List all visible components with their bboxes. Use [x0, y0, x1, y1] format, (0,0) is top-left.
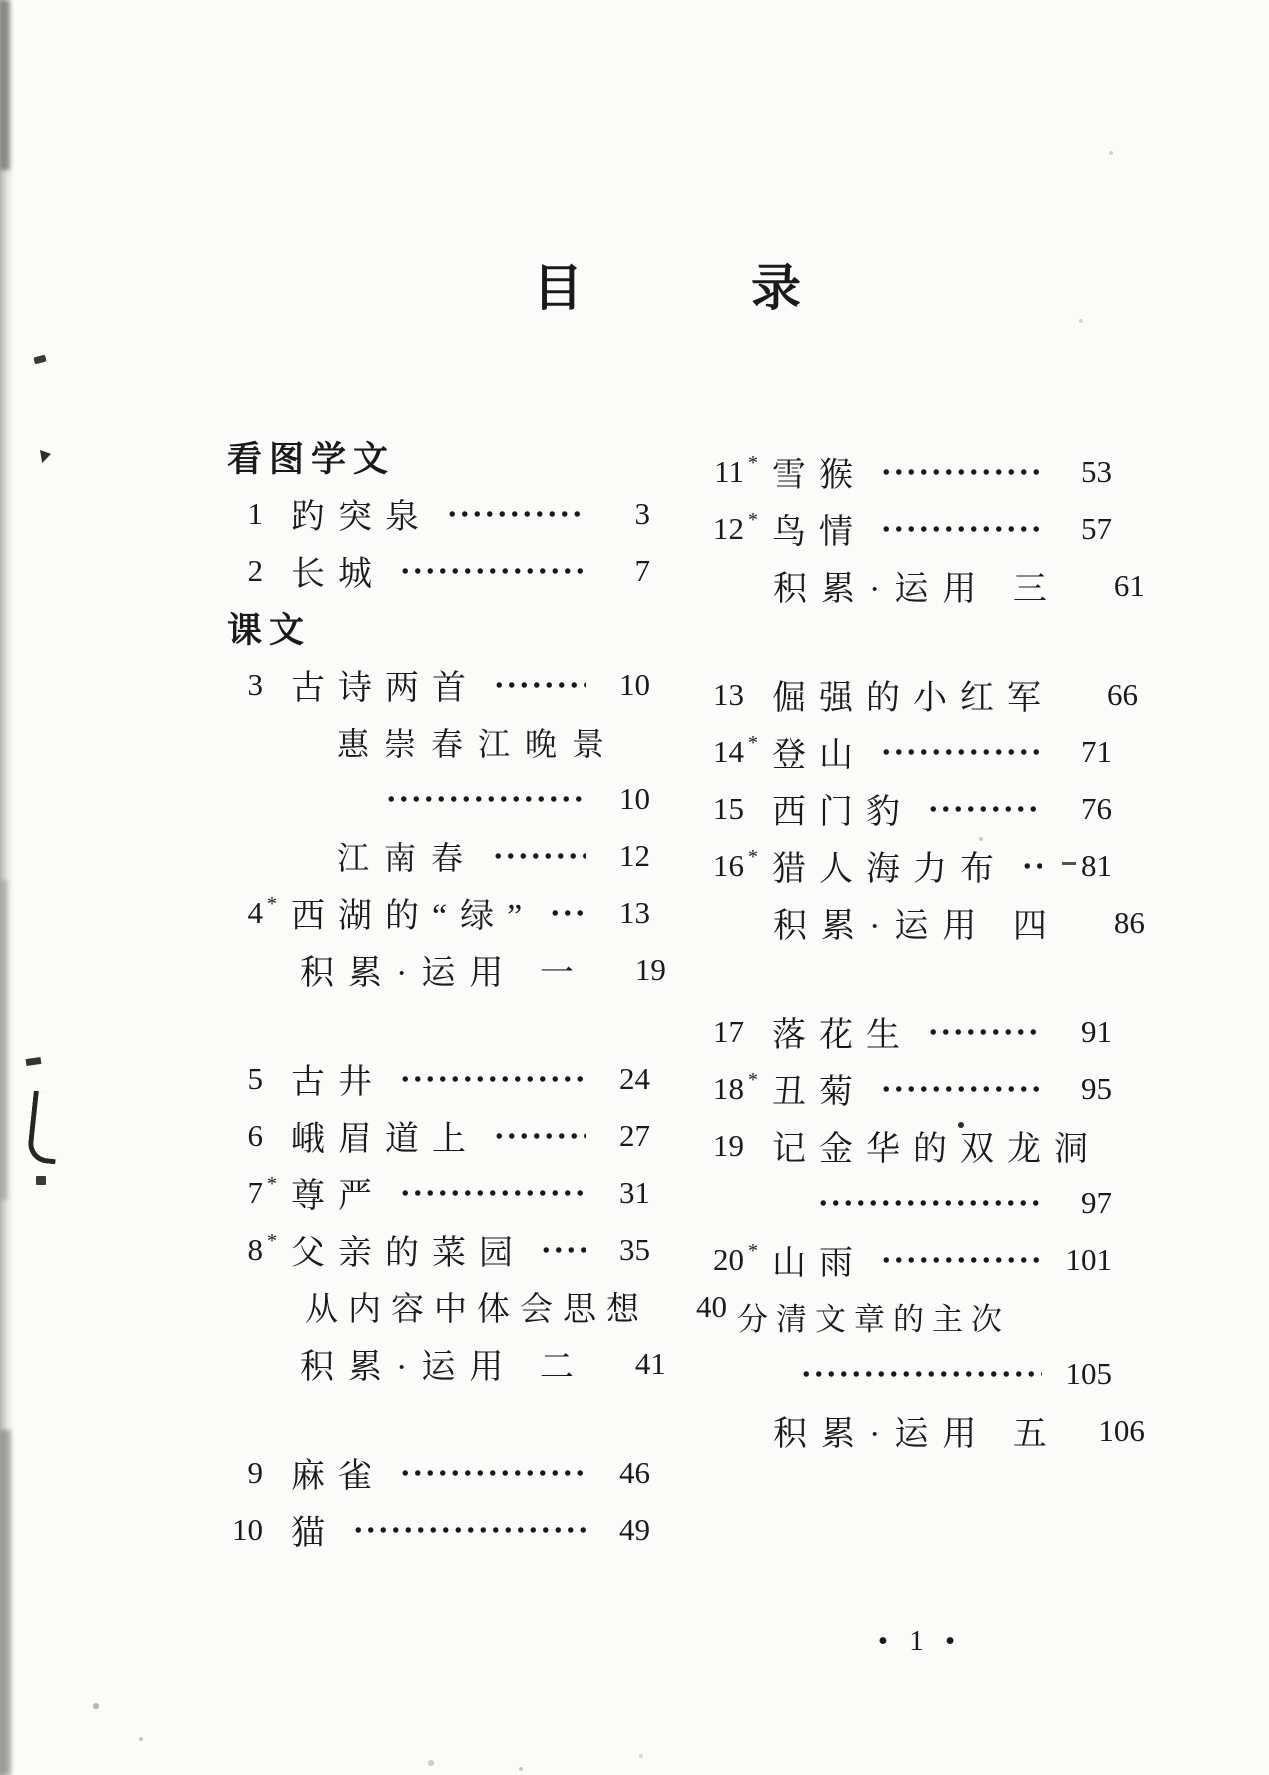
- toc-subentry: [227, 713, 650, 770]
- toc-continuation: [700, 1174, 1112, 1231]
- entry-number: 1: [247, 495, 263, 531]
- dot-leader: [800, 1368, 1042, 1380]
- toc-entry: [227, 1221, 650, 1278]
- page-number: 10: [619, 666, 650, 702]
- subentry-title: 从内容中体会思想: [305, 1292, 649, 1328]
- page-number: 97: [1081, 1184, 1112, 1220]
- dot-leader: [385, 793, 586, 805]
- entry-number: 8: [247, 1231, 263, 1267]
- page-number: 49: [619, 1511, 650, 1547]
- entry-title: 猫: [291, 1515, 338, 1552]
- scan-speckles: [0, 0, 2, 2]
- dot-leader: [880, 746, 1042, 758]
- page-number: 86: [1113, 904, 1145, 940]
- page-number: 24: [619, 1060, 650, 1096]
- entry-title: 西门豹: [772, 794, 913, 831]
- toc-subentry: [227, 1278, 727, 1335]
- entry-number: 3: [247, 666, 263, 702]
- dot-leader: [399, 1073, 586, 1085]
- dot-leader: [927, 1026, 1042, 1038]
- scan-smudge: [0, 880, 8, 1200]
- page-number: 95: [1081, 1070, 1112, 1106]
- toc-subentry: [700, 894, 1145, 951]
- page-number: 66: [1107, 676, 1138, 712]
- page-number: 101: [1065, 1241, 1112, 1277]
- entry-number: 11: [714, 453, 744, 489]
- dot-leader: [399, 1187, 586, 1199]
- toc-column-right: [700, 443, 1145, 1459]
- entry-number: 13: [713, 676, 744, 712]
- page-number: 71: [1081, 733, 1112, 769]
- page-number: 35: [619, 1231, 650, 1267]
- scan-mark: [40, 450, 51, 463]
- toc-entry: [700, 1003, 1112, 1060]
- page-footer-number: • 1 •: [877, 1625, 963, 1657]
- subentry-title: 分清文章的主次: [737, 1302, 1010, 1337]
- entry-title: 麻雀: [291, 1458, 385, 1495]
- page-number: 31: [619, 1174, 650, 1210]
- page-number: 76: [1081, 790, 1112, 826]
- star-marker: *: [748, 509, 758, 531]
- dot-leader: [880, 1254, 1042, 1266]
- toc-subentry: [700, 557, 1145, 614]
- subentry-title: 积累·运用 三: [773, 571, 1061, 608]
- page-number: 57: [1081, 510, 1112, 546]
- entry-number: 12: [713, 510, 744, 546]
- toc-entry: [700, 500, 1112, 557]
- scan-mark: [26, 1091, 62, 1165]
- toc-entry: [700, 837, 1112, 894]
- toc-section-header: [227, 599, 650, 656]
- page-number: 105: [1065, 1355, 1112, 1391]
- star-marker: *: [748, 1240, 758, 1262]
- subentry-title: 积累·运用 一: [300, 955, 588, 992]
- toc-entry: [700, 780, 1112, 837]
- toc-subentry: [227, 827, 650, 884]
- entry-title: 长城: [291, 556, 385, 593]
- dot-leader: [549, 907, 586, 919]
- star-marker: *: [748, 846, 758, 868]
- page-number: 46: [619, 1454, 650, 1490]
- toc-entry: [227, 1164, 650, 1221]
- dot-leader: [540, 1244, 586, 1256]
- entry-title: 趵突泉: [291, 499, 432, 536]
- page-number: 106: [1098, 1412, 1145, 1448]
- dot-leader: [492, 850, 586, 862]
- entry-title: 雪猴: [772, 457, 866, 494]
- page-number: 61: [1113, 567, 1145, 603]
- dot-leader: [399, 1467, 586, 1479]
- subentry-title: 积累·运用 五: [773, 1416, 1061, 1453]
- page-number: 40: [696, 1288, 727, 1324]
- entry-number: 4: [247, 894, 263, 930]
- entry-number: 10: [232, 1511, 263, 1547]
- entry-title: 西湖的“绿”: [291, 898, 536, 935]
- subentry-title: 积累·运用 四: [773, 908, 1061, 945]
- page-number: 19: [634, 951, 666, 987]
- scan-mark: [33, 355, 46, 365]
- entry-title: 鸟情: [772, 514, 866, 551]
- entry-title: 峨眉道上: [291, 1121, 479, 1158]
- document-title: 目 录: [533, 260, 803, 316]
- toc-entry: [227, 656, 650, 713]
- dot-leader: [493, 1130, 586, 1142]
- entry-title: 古井: [291, 1064, 385, 1101]
- toc-continuation: [227, 770, 650, 827]
- toc-entry: [700, 1231, 1112, 1288]
- entry-number: 2: [247, 552, 263, 588]
- section-label: 看图学文: [227, 439, 396, 479]
- scan-mark: [26, 1057, 42, 1066]
- entry-number: 16: [713, 847, 744, 883]
- scan-smudge: [0, 0, 10, 170]
- entry-title: 丑菊: [772, 1074, 866, 1111]
- entry-number: 17: [713, 1013, 744, 1049]
- star-marker: *: [748, 732, 758, 754]
- entry-title: 猎人海力布: [772, 851, 1007, 888]
- dot-leader: [493, 679, 586, 691]
- page-number: 41: [634, 1345, 666, 1381]
- dot-leader: [817, 1197, 1042, 1209]
- entry-number: 20: [713, 1241, 744, 1277]
- toc-entry: [227, 1107, 650, 1164]
- entry-number: 5: [247, 1060, 263, 1096]
- subentry-title: 积累·运用 二: [300, 1349, 588, 1386]
- entry-number: 19: [713, 1127, 744, 1163]
- toc-continuation: [700, 1345, 1112, 1402]
- dot-leader: [446, 508, 586, 520]
- scan-mark: [36, 1176, 46, 1185]
- entry-number: 6: [247, 1117, 263, 1153]
- scan-smudge: [0, 1430, 11, 1775]
- entry-number: 15: [713, 790, 744, 826]
- entry-number: 14: [713, 733, 744, 769]
- page-number: 27: [619, 1117, 650, 1153]
- toc-entry: [227, 1501, 650, 1558]
- dot-leader: [880, 523, 1042, 535]
- dot-leader: [927, 803, 1042, 815]
- toc-entry: [227, 485, 650, 542]
- dot-leader: [880, 1083, 1042, 1095]
- toc-entry: [227, 1050, 650, 1107]
- page-number: 13: [619, 894, 650, 930]
- toc-entry: [700, 443, 1112, 500]
- dot-leader: [880, 466, 1042, 478]
- toc-entry: [700, 1117, 1112, 1174]
- dot-leader: [352, 1524, 586, 1536]
- page-number: 81: [1081, 847, 1112, 883]
- star-marker: *: [267, 893, 277, 915]
- dot-leader: [399, 565, 586, 577]
- entry-title: 落花生: [772, 1017, 913, 1054]
- toc-subentry: [700, 1288, 1112, 1345]
- toc-entry: [700, 723, 1112, 780]
- toc-subentry: [227, 941, 666, 998]
- star-marker: *: [748, 1069, 758, 1091]
- toc-section-header: [227, 428, 650, 485]
- entry-number: 18: [713, 1070, 744, 1106]
- entry-title: 古诗两首: [291, 670, 479, 707]
- toc-column-left: [227, 428, 727, 1558]
- toc-entry: [227, 542, 650, 599]
- toc-entry: [700, 666, 1138, 723]
- section-label: 课文: [227, 610, 312, 650]
- entry-number: 7: [247, 1174, 263, 1210]
- star-marker: *: [748, 452, 758, 474]
- page-number: 12: [619, 837, 650, 873]
- page-number: 3: [634, 495, 650, 531]
- toc-subentry: [700, 1402, 1145, 1459]
- star-marker: *: [267, 1173, 277, 1195]
- entry-title: 山雨: [772, 1245, 866, 1282]
- page-number: 53: [1081, 453, 1112, 489]
- entry-title: 尊严: [291, 1178, 385, 1215]
- entry-title: 父亲的菜园: [291, 1235, 526, 1272]
- toc-subentry: [227, 1335, 666, 1392]
- toc-entry: [700, 1060, 1112, 1117]
- entry-title: 倔强的小红军: [772, 680, 1054, 717]
- entry-title: 登山: [772, 737, 866, 774]
- star-marker: *: [267, 1230, 277, 1252]
- entry-number: 9: [247, 1454, 263, 1490]
- toc-entry: [227, 1444, 650, 1501]
- scan-speck: [1062, 862, 1076, 865]
- page-number: 7: [634, 552, 650, 588]
- entry-title: 记金华的双龙洞: [772, 1131, 1101, 1168]
- scan-speck: [958, 1122, 964, 1128]
- subentry-title: 惠崇春江晚景: [337, 725, 620, 762]
- toc-entry: [227, 884, 650, 941]
- subentry-title: 江南春: [337, 839, 479, 876]
- page-number: 91: [1081, 1013, 1112, 1049]
- dot-leader: [1021, 860, 1042, 872]
- page-number: 10: [619, 780, 650, 816]
